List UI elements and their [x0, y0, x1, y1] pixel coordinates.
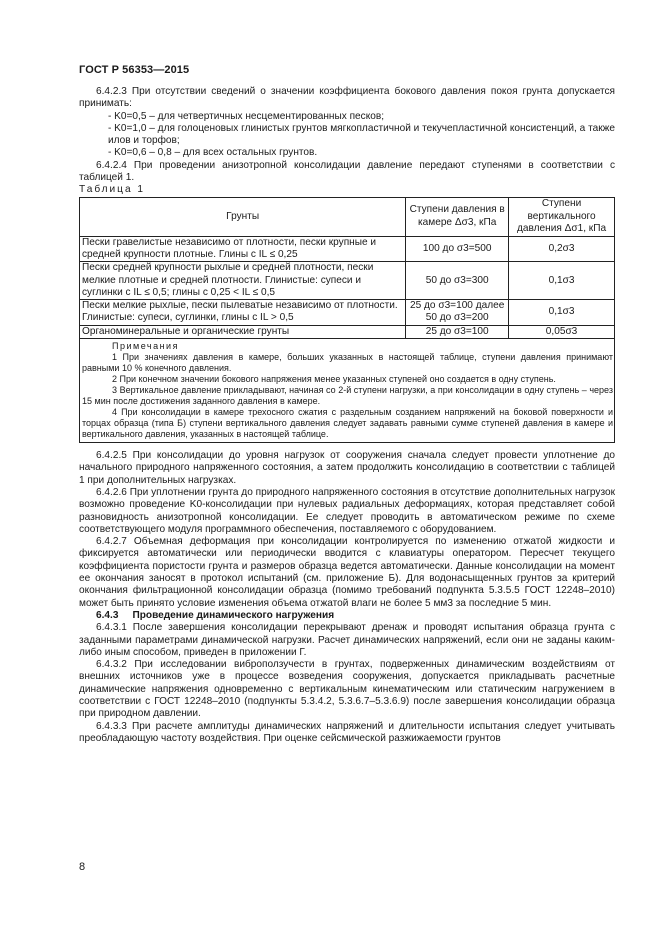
header-vertical-pressure: Ступени вертикального давления Δσ1, кПа — [509, 197, 615, 236]
note-1: 1 При значениях давления в камере, больших указанных в настоящей таблице, ступени давления принимают равными 10 % конечного давления. — [82, 352, 613, 374]
document-header: ГОСТ Р 56353—2015 — [79, 64, 190, 76]
section-heading — [79, 610, 615, 622]
notes-title: Примечания — [112, 341, 179, 352]
chamber-cell: 25 до σ3=100 далее 50 до σ3=200 — [406, 300, 509, 326]
paragraph-6-4-2-5: 6.4.2.5 При консолидации до уровня нагрузок от сооружения сначала следует провести уплотнение до начального природного напряженного состояния, а затем продолжить консолидацию в соответствии с таблицей 1 при дополнительных нагрузках. — [79, 450, 615, 486]
paragraph-6-4-3-1: 6.4.3.1 После завершения консолидации перекрывают дренаж и проводят испытания образца грунта с заданными параметрами динамической нагрузки. Расчет динамических напряжений, если они не заданы каким-либо иным способом, приведен в приложении Г. — [79, 622, 615, 658]
note-2: 2 При конечном значении бокового напряжения менее указанных ступеней оно создается в одну ступень. — [112, 374, 556, 385]
header-chamber-pressure: Ступени давления в камере Δσ3, кПа — [406, 197, 509, 236]
page-number: 8 — [79, 861, 86, 873]
vertical-cell: 0,2σ3 — [509, 236, 615, 262]
section-title: Проведение динамического нагружения — [132, 609, 335, 621]
soil-cell: Пески средней крупности рыхлые и средней плотности, пески мелкие плотные и средней плотности. Глинистые: супеси и суглинки с IL ≤ 0,5; глины с 0,25 < IL ≤ 0,5 — [80, 262, 406, 300]
paragraph-6-4-3-2: 6.4.3.2 При исследовании виброползучести в грунтах, подверженных динамическим воздействиям от внешних источников уже в процессе возведения сооружения, допускается прикладывать расчетные динамические напряжения одновременно с вертикальным кинематическим или статическим нагружением в соответствии с ГОСТ 12248–2010 (подпункты 5.3.4.2, 5.3.6.7–5.3.6.9) после завершения консолидации образца при природном давлении. — [79, 659, 615, 720]
header-soils: Грунты — [80, 197, 406, 236]
table-caption: Таблица 1 — [79, 184, 145, 196]
vertical-cell: 0,1σ3 — [509, 262, 615, 300]
chamber-cell: 50 до σ3=300 — [406, 262, 509, 300]
table-row — [80, 262, 615, 300]
vertical-cell: 0,05σ3 — [509, 325, 615, 338]
paragraph-6-4-2-7: 6.4.2.7 Объемная деформация при консолидации контролируется по изменению отжатой жидкости и фиксируется автоматически или периодически вводится с клавиатуры оператором. Пересчет текущего коэффициента пористости грунта и размеров образца ведется автоматически. Данные консолидации на момент ее окончания заносят в протокол испытаний (см. приложение Б). Для водонасыщенных грунтов за критерий окончания фильтрационной консолидации образца (помимо требований подпункта 5.3.5.5 ГОСТ 12248–2010) может быть принято условие изменения объема отжатой влаги не более 5 мм3 за последние 5 мин. — [79, 536, 615, 609]
table-row — [80, 325, 615, 338]
table-header-row — [80, 197, 615, 236]
section-number: 6.4.3 — [96, 609, 119, 621]
note-3: 3 Вертикальное давление прикладывают, начиная со 2-й ступени нагрузки, а при консолидации в одну ступень – через 15 мин после достижения заданного давления в камере. — [82, 385, 613, 407]
paragraph-6-4-3-3: 6.4.3.3 При расчете амплитуды динамических напряжений и длительности испытания следует учитывать преобладающую частоту воздействия. При оценке сейсмической разжижаемости грунтов — [79, 720, 615, 744]
table-notes-row — [80, 339, 615, 443]
chamber-cell: 100 до σ3=500 — [406, 236, 509, 262]
document-body — [79, 86, 615, 745]
pressure-steps-table — [79, 197, 615, 443]
list-item-k0-05: - K0=0,5 – для четвертичных несцементированных песков; — [108, 110, 385, 122]
soil-cell: Пески гравелистые независимо от плотности, пески крупные и средней крупности плотные. Глины с IL ≤ 0,25 — [80, 236, 406, 262]
table-notes — [80, 339, 615, 443]
paragraph-6-4-2-4: 6.4.2.4 При проведении анизотропной консолидации давление передают ступенями в соответствии с таблицей 1. — [79, 159, 615, 184]
paragraph-6-4-2-3: 6.4.2.3 При отсутствии сведений о значении коэффициента бокового давления покоя грунта допускается принимать: — [79, 86, 615, 110]
table-row — [80, 236, 615, 262]
chamber-cell: 25 до σ3=100 — [406, 325, 509, 338]
vertical-cell: 0,1σ3 — [509, 300, 615, 326]
note-4: 4 При консолидации в камере трехосного сжатия с раздельным созданием напряжений на боковой поверхности и торцах образца (типа Б) ступени вертикального давления следует задавать равными сумме ступеней давления в камере и вертикального давления, указанных в настоящей таблице. — [82, 407, 613, 440]
list-item-k0-10: - K0=1,0 – для голоценовых глинистых грунтов мягкопластичной и текучепластичной консистенций, а также илов и торфов; — [108, 122, 615, 147]
soil-cell: Органоминеральные и органические грунты — [80, 325, 406, 338]
table-row — [80, 300, 615, 326]
soil-cell: Пески мелкие рыхлые, пески пылеватые независимо от плотности. Глинистые: супеси, суглинки, глины с IL > 0,5 — [80, 300, 406, 326]
list-item-k0-06: - K0=0,6 – 0,8 – для всех остальных грунтов. — [108, 147, 318, 159]
paragraph-6-4-2-6: 6.4.2.6 При уплотнении грунта до природного напряженного состояния в отсутствие дополнительных нагрузок возможно проведение K0-консолидации при нулевых радиальных деформациях, которая представляет собой разновидность анизотропной консолидации. Ее следует проводить в автоматическом режиме по схеме соответствующего модуля программного обеспечения, поставляемого с оборудованием. — [79, 486, 615, 535]
